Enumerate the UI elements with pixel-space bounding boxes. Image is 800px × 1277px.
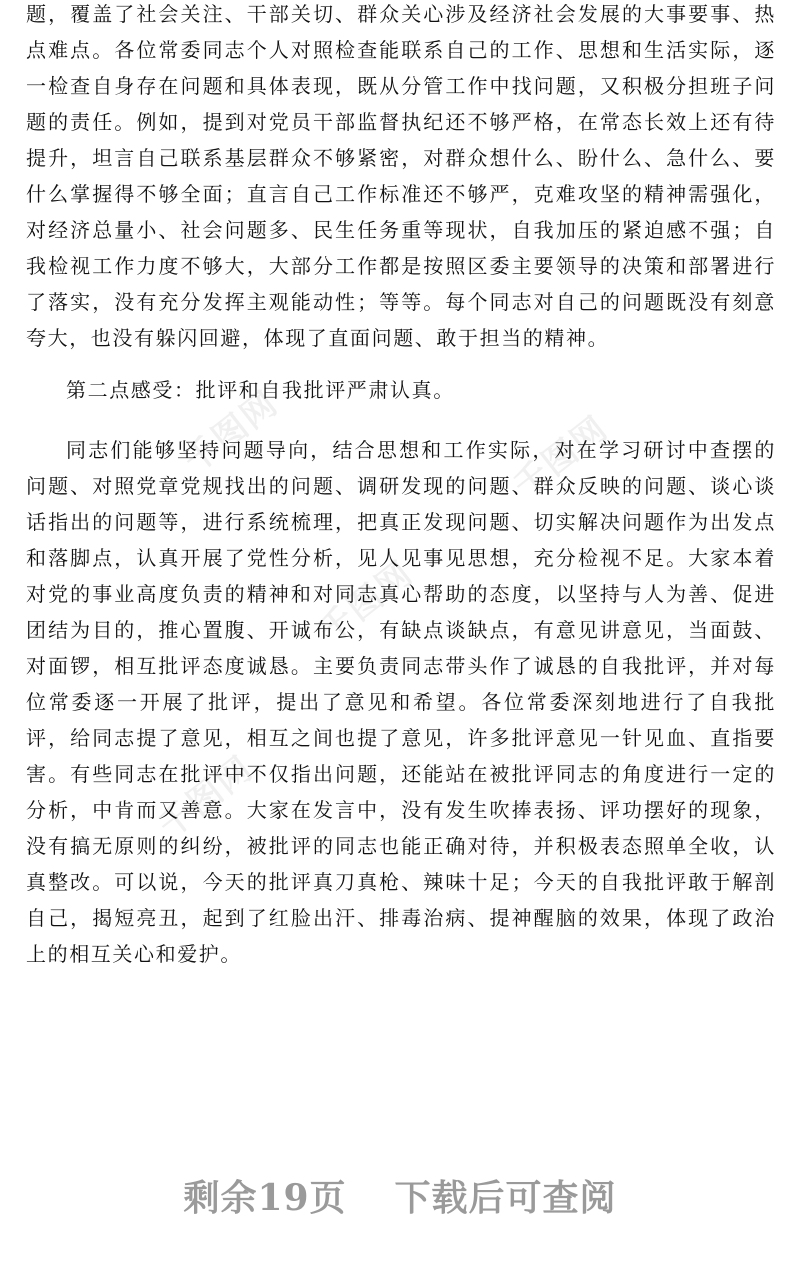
watermark: 千图网 [151,748,262,847]
download-prompt[interactable] [0,1170,800,1221]
watermark: 千图网 [506,408,617,507]
remaining-pages-label: 剩余19页 [183,1177,347,1219]
paragraph: 同志们能够坚持问题导向，结合思想和工作实际，对在学习研讨中查摆的问题、对照党章党规找出的问题、调研发现的问题、群众反映的问题、谈心谈话指出的问题等，进行系统梳理，把真正发现问题、切实解决问题作为出发点和落脚点，认真开展了党性分析，见人见事见思想，充分检视不足。大家本着对党的事业高度负责的精神和对同志真心帮助的态度，以坚持与人为善、促进团结为目的，推心置腹、开诚布公，有缺点谈缺点，有意见讲意见，当面鼓、对面锣，相互批评态度诚恳。主要负责同志带头作了诚恳的自我批评，并对每位常委逐一开展了批评，提出了意见和希望。各位常委深刻地进行了自我批评，给同志提了意见，相互之间也提了意见，许多批评意见一针见血、直指要害。有些同志在批评中不仅指出问题，还能站在被批评同志的角度进行一定的分析，中肯而又善意。大家在发言中，没有发生吹捧表扬、评功摆好的现象，没有搞无原则的纠纷，被批评的同志也能正确对待，并积极表态照单全收，认真整改。可以说，今天的批评真刀真枪、辣味十足；今天的自我批评敢于解剖自己，揭短亮丑，起到了红脸出汗、排毒治病、提神醒脑的效果，体现了政治上的相互关心和爱护。 [26,438,776,966]
document-body [26,0,776,972]
watermark: 千图网 [311,553,422,652]
section-heading: 第二点感受：批评和自我批评严肃认真。 [66,378,455,402]
watermark: 千图网 [176,383,287,482]
download-to-view-label: 下载后可查阅 [394,1177,617,1219]
paragraph: 题，覆盖了社会关注、干部关切、群众关心涉及经济社会发展的大事要事、热点难点。各位常委同志个人对照检查能联系自己的工作、思想和生活实际，逐一检查自身存在问题和具体表现，既从分管工作中找问题，又积极分担班子问题的责任。例如，提到对党员干部监督执纪还不够严格，在常态长效上还有待提升，坦言自己联系基层群众不够紧密，对群众想什么、盼什么、急什么、要什么掌握得不够全面；直言自己工作标准还不够严，克难攻坚的精神需强化，对经济总量小、社会问题多、民生任务重等现状，自我加压的紧迫感不强；自我检视工作力度不够大，大部分工作都是按照区委主要领导的决策和部署进行了落实，没有充分发挥主观能动性；等等。每个同志对自己的问题既没有刻意夸大，也没有躲闪回避，体现了直面问题、敢于担当的精神。 [26,2,776,350]
